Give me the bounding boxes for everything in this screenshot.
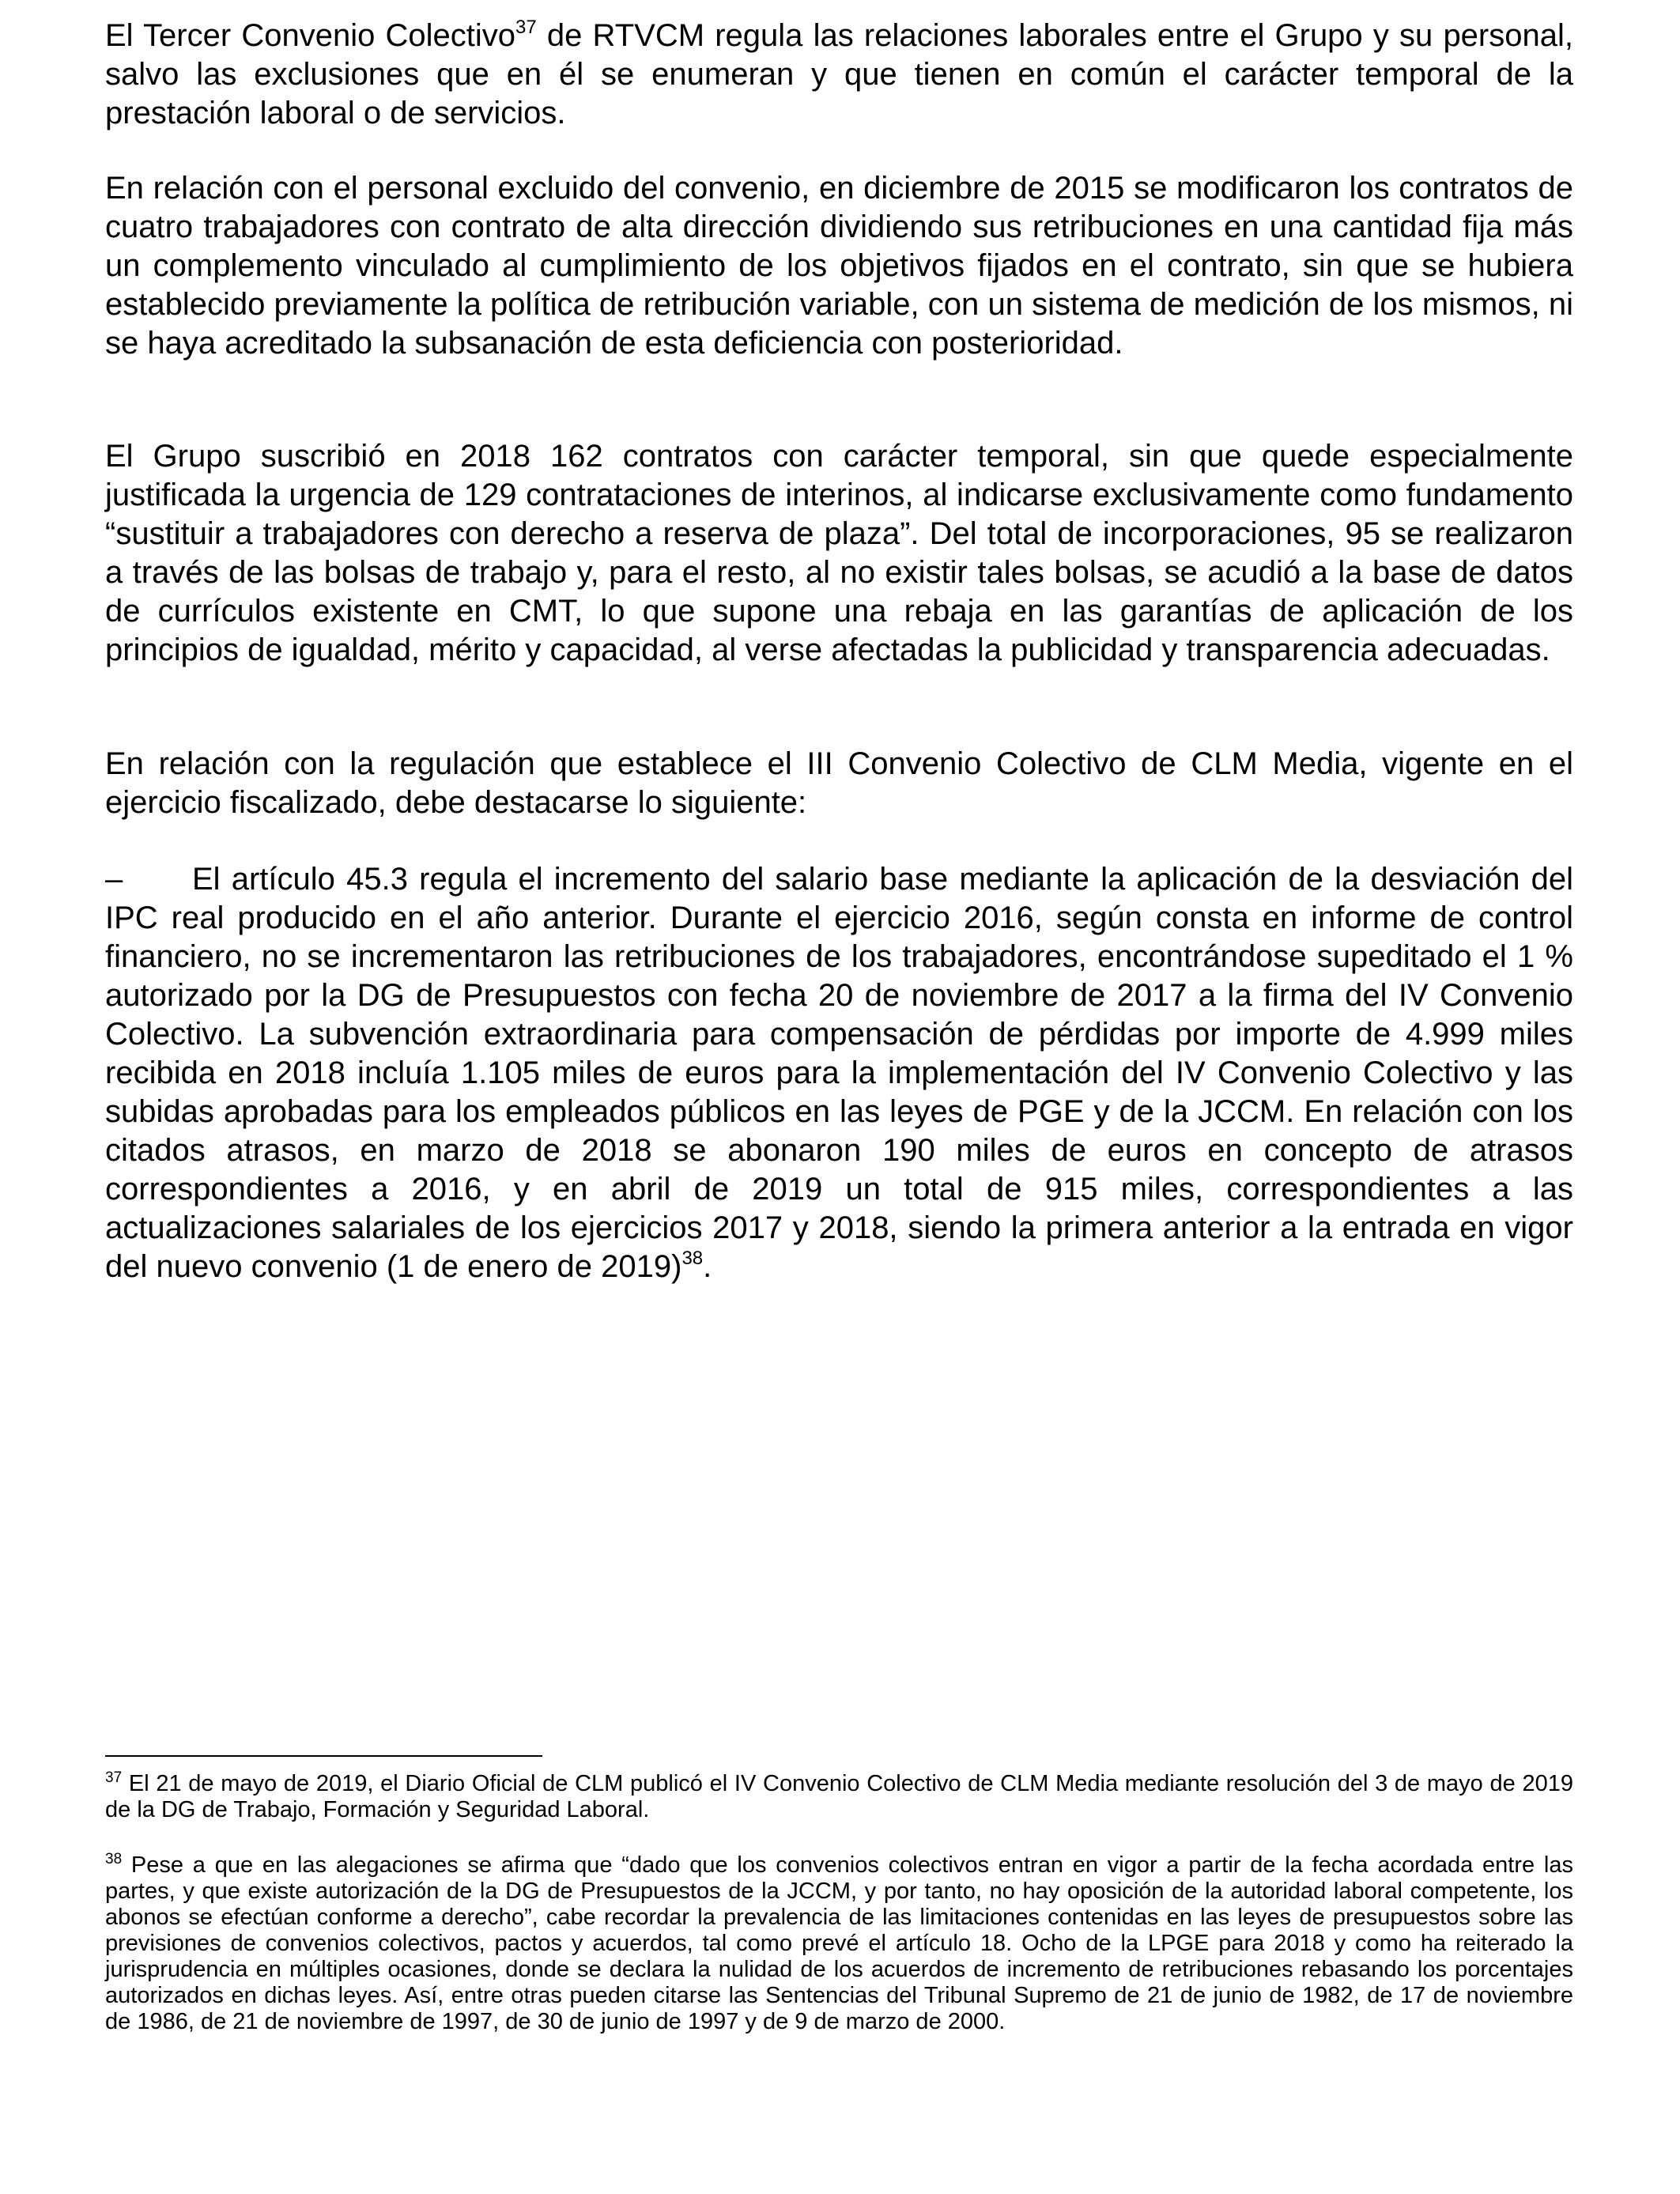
paragraph-personal-excluido: En relación con el personal excluido del convenio, en diciembre de 2015 se modificaron los contratos de cuatro trabajadores con contrato de alta dirección dividiendo sus retribuciones en una cantidad fija más un complemento vinculado al cumplimiento de los objetivos fijados en el contrato, sin que se hubiera establecido previamente la política de retribución variable, con un sistema de medición de los mismos, ni se haya acreditado la subsanación de esta deficiencia con posterioridad.: [105, 171, 1573, 361]
paragraph-text: El Tercer Convenio Colectivo: [105, 18, 516, 53]
footnote-text: El 21 de mayo de 2019, el Diario Oficial de CLM publicó el IV Convenio Colectivo de CLM Media mediante resolución del 3 de mayo de 2019 de la DG de Trabajo, Formación y Seguridad Laboral.: [105, 1771, 1573, 1822]
bullet-articulo-45-3: [105, 860, 1573, 1286]
footnote-ref-37[interactable]: 37: [515, 17, 537, 38]
footnote-text: Pese a que en las alegaciones se afirma que “dado que los convenios colectivos entran en vigor a partir de la fecha acordada entre las partes, y que existe autorización de la DG de Presupuestos de la JCCM, y por tanto, no hay oposición de la autoridad laboral competente, los abonos se efectúan conforme a derecho”, cabe recordar la prevalencia de las limitaciones contenidas en las leyes de presupuestos sobre las previsiones de convenios colectivos, pactos y acuerdos, tal como prevé el artículo 18. Ocho de la LPGE para 2018 y como ha reiterado la jurisprudencia en múltiples ocasiones, donde se declara la nulidad de los acuerdos de incremento de retribuciones rebasando los porcentajes autorizados en dichas leyes. Así, entre otras pueden citarse las Sentencias del Tribunal Supremo de 21 de junio de 1982, de 17 de noviembre de 1986, de 21 de noviembre de 1997, de 30 de junio de 1997 y de 9 de marzo de 2000.: [105, 1852, 1573, 2034]
paragraph-contratos-temporales: El Grupo suscribió en 2018 162 contratos con carácter temporal, sin que quede especialmente justificada la urgencia de 129 contrataciones de interinos, al indicarse exclusivamente como fundamento “sustituir a trabajadores con derecho a reserva de plaza”. Del total de incorporaciones, 95 se realizaron a través de las bolsas de trabajo y, para el resto, al no existir tales bolsas, se acudió a la base de datos de currículos existente en CMT, lo que supone una rebaja en las garantías de aplicación de los principios de igualdad, mérito y capacidad, al verse afectadas la publicidad y transparencia adecuadas.: [105, 439, 1573, 667]
footnote-number: 37: [105, 1769, 123, 1786]
footnote-38: [105, 1852, 1573, 2035]
paragraph-tercer-convenio: [105, 17, 1573, 133]
bullet-text-end: .: [703, 1249, 712, 1284]
footnote-ref-38[interactable]: 38: [681, 1248, 704, 1269]
paragraph-text: de RTVCM regula las relaciones laborales entre el Grupo y su personal, salvo las exclusiones que en él se enumeran y que tienen en común el carácter temporal de la prestación laboral o de servicios.: [105, 18, 1573, 130]
paragraph-iii-convenio: En relación con la regulación que establece el III Convenio Colectivo de CLM Media, vigente en el ejercicio fiscalizado, debe destacarse lo siguiente:: [105, 746, 1573, 820]
footnote-37: [105, 1771, 1573, 1823]
footnote-number: 38: [105, 1851, 123, 1867]
bullet-dash: –: [105, 862, 123, 897]
footnote-separator: [105, 1755, 542, 1757]
bullet-text: El artículo 45.3 regula el incremento del salario base mediante la aplicación de la desviación del IPC real producido en el año anterior. Durante el ejercicio 2016, según consta en informe de control financiero, no se incrementaron las retribuciones de los trabajadores, encontrándose supeditado el 1 % autorizado por la DG de Presupuestos con fecha 20 de noviembre de 2017 a la firma del IV Convenio Colectivo. La subvención extraordinaria para compensación de pérdidas por importe de 4.999 miles recibida en 2018 incluía 1.105 miles de euros para la implementación del IV Convenio Colectivo y las subidas aprobadas para los empleados públicos en las leyes de PGE y de la JCCM. En relación con los citados atrasos, en marzo de 2018 se abonaron 190 miles de euros en concepto de atrasos correspondientes a 2016, y en abril de 2019 un total de 915 miles, correspondientes a las actualizaciones salariales de los ejercicios 2017 y 2018, siendo la primera anterior a la entrada en vigor del nuevo convenio (1 de enero de 2019): [105, 862, 1573, 1284]
